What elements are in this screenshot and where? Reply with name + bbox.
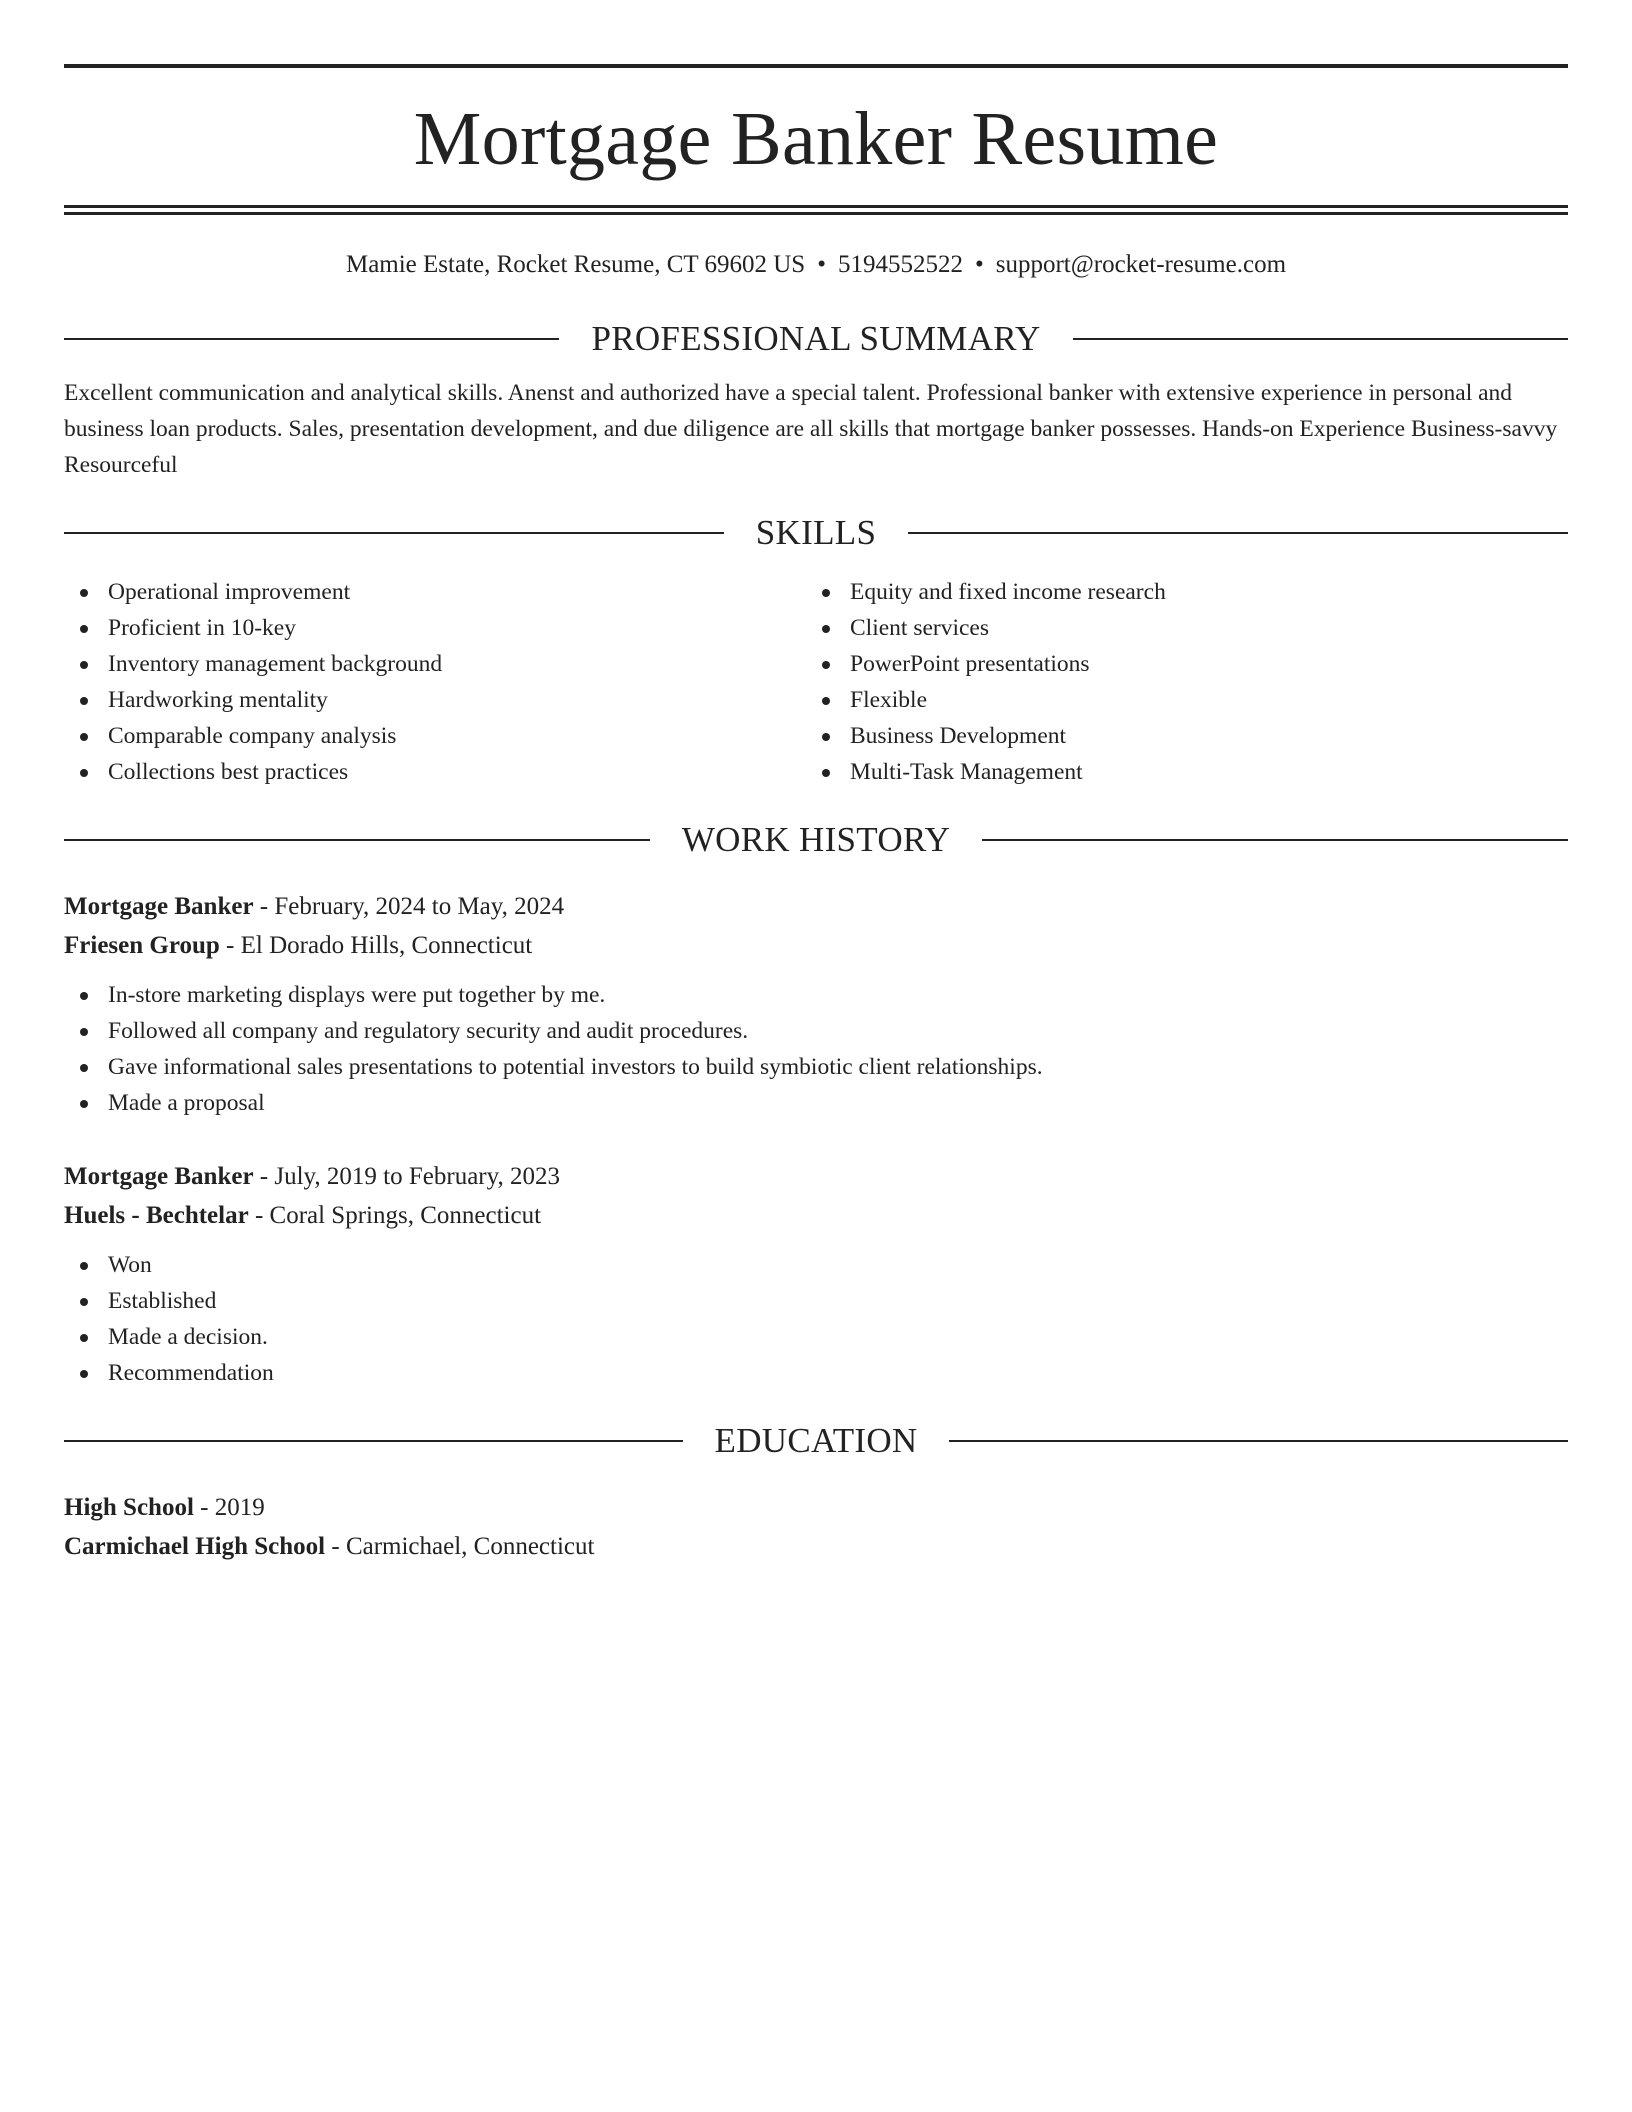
job-bullet	[64, 1247, 1568, 1283]
skill-item	[806, 718, 1548, 754]
job-entry	[64, 887, 1568, 1121]
bullet-dot-icon	[80, 1370, 88, 1378]
bullet-dot-icon	[822, 661, 830, 669]
education-section-heading	[64, 1421, 1568, 1461]
heading-rule-right	[949, 1440, 1568, 1442]
job-bullet-text: Recommendation	[108, 1360, 274, 1386]
education-school-line	[64, 1527, 1568, 1566]
summary-text: Excellent communication and analytical skills. Anenst and authorized have a special talent. Professional banker with extensive experience in personal and business loan products. Sales, presentation development, and due diligence are all skills that mortgage banker possesses. Hands-on Experience Business-savvy Resourceful	[64, 380, 1558, 478]
bullet-dot-icon	[80, 589, 88, 597]
skill-text: Inventory management background	[108, 651, 443, 677]
contact-address: Mamie Estate, Rocket Resume, CT 69602 US	[345, 251, 806, 278]
job-company-line	[64, 926, 1568, 965]
skill-text: Collections best practices	[108, 759, 349, 785]
top-rule	[64, 64, 1568, 68]
bullet-dot-icon	[822, 697, 830, 705]
skill-item	[64, 718, 806, 754]
skill-item	[806, 574, 1548, 610]
heading-rule-right	[1073, 338, 1568, 340]
job-company: Friesen Group	[64, 932, 220, 959]
bullet-dot-icon	[80, 733, 88, 741]
bullet-dot-icon	[80, 625, 88, 633]
job-bullet	[64, 1283, 1568, 1319]
skills-left-list	[64, 574, 806, 790]
job-bullet	[64, 977, 1568, 1013]
job-bullet-text: In-store marketing displays were put together by me.	[108, 982, 606, 1008]
job-entry	[64, 1157, 1568, 1391]
job-bullet-text: Followed all company and regulatory security and audit procedures.	[108, 1018, 749, 1044]
job-bullet	[64, 1355, 1568, 1391]
education-year: 2019	[214, 1494, 265, 1521]
bullet-dot-icon	[80, 697, 88, 705]
job-bullet	[64, 1085, 1568, 1121]
skill-text: Operational improvement	[108, 579, 351, 605]
dash-separator: -	[253, 893, 275, 920]
education-entry	[64, 1488, 1568, 1566]
skill-text: Multi-Task Management	[850, 759, 1083, 785]
skill-text: Hardworking mentality	[108, 687, 328, 713]
education-degree-line	[64, 1488, 1568, 1527]
job-dates: February, 2024 to May, 2024	[274, 893, 565, 920]
skill-item	[64, 646, 806, 682]
bullet-dot-icon	[822, 589, 830, 597]
heading-rule-left	[64, 1440, 683, 1442]
job-bullets	[64, 1247, 1568, 1391]
bullet-dot-icon	[80, 992, 88, 1000]
job-bullet-text: Made a proposal	[108, 1090, 265, 1116]
heading-rule-right	[982, 839, 1568, 841]
heading-rule-left	[64, 839, 650, 841]
job-location: El Dorado Hills, Connecticut	[240, 932, 533, 959]
contact-separator: •	[817, 251, 826, 278]
education-location: Carmichael, Connecticut	[345, 1533, 595, 1560]
bullet-dot-icon	[80, 1262, 88, 1270]
resume-title: Mortgage Banker Resume	[413, 97, 1219, 181]
bullet-dot-icon	[80, 1334, 88, 1342]
job-bullet-text: Made a decision.	[108, 1324, 268, 1350]
dash-separator: -	[325, 1533, 346, 1560]
job-title: Mortgage Banker	[64, 893, 254, 920]
contact-email: support@rocket-resume.com	[995, 251, 1287, 278]
skill-text: Client services	[850, 615, 990, 641]
skills-heading-label: SKILLS	[755, 513, 877, 552]
job-company: Huels - Bechtelar	[64, 1202, 249, 1229]
skill-item	[806, 646, 1548, 682]
bullet-dot-icon	[80, 1028, 88, 1036]
bullet-dot-icon	[80, 769, 88, 777]
skill-item	[64, 610, 806, 646]
contact-separator: •	[974, 251, 984, 278]
bullet-dot-icon	[80, 1100, 88, 1108]
bullet-dot-icon	[80, 1298, 88, 1306]
summary-section-heading	[64, 319, 1568, 359]
work-history-heading-label: WORK HISTORY	[681, 820, 951, 859]
skill-text: Flexible	[850, 687, 928, 713]
job-dates: July, 2019 to February, 2023	[274, 1163, 560, 1190]
skill-text: Comparable company analysis	[108, 723, 397, 749]
contact-line	[64, 250, 1568, 280]
skill-item	[64, 682, 806, 718]
contact-phone: 5194552522	[837, 251, 963, 278]
skills-columns	[64, 574, 1568, 790]
skill-text: PowerPoint presentations	[850, 651, 1090, 677]
job-bullets	[64, 977, 1568, 1121]
job-title: Mortgage Banker	[64, 1163, 254, 1190]
skills-right-list	[806, 574, 1548, 790]
skill-text: Business Development	[850, 723, 1067, 749]
education-degree: High School	[64, 1494, 194, 1521]
skills-section-heading	[64, 513, 1568, 553]
bullet-dot-icon	[80, 1064, 88, 1072]
bullet-dot-icon	[822, 625, 830, 633]
dash-separator: -	[193, 1494, 215, 1521]
job-bullet-text: Established	[108, 1288, 217, 1314]
summary-heading-label: PROFESSIONAL SUMMARY	[591, 319, 1041, 358]
resume-page	[64, 64, 1568, 1566]
dash-separator: -	[253, 1163, 275, 1190]
job-bullet-text: Gave informational sales presentations to potential investors to build symbiotic client relationships.	[108, 1054, 1043, 1080]
job-location: Coral Springs, Connecticut	[269, 1202, 542, 1229]
dash-separator: -	[248, 1202, 270, 1229]
skill-item	[806, 754, 1548, 790]
skill-item	[64, 754, 806, 790]
skill-item	[806, 610, 1548, 646]
education-heading-label: EDUCATION	[714, 1421, 918, 1460]
job-bullet	[64, 1319, 1568, 1355]
bullet-dot-icon	[822, 769, 830, 777]
bullet-dot-icon	[822, 733, 830, 741]
job-title-line	[64, 887, 1568, 926]
skill-item	[806, 682, 1548, 718]
title-double-rule	[64, 205, 1568, 215]
job-bullet	[64, 1013, 1568, 1049]
skill-text: Proficient in 10-key	[108, 615, 296, 641]
bullet-dot-icon	[80, 661, 88, 669]
education-school: Carmichael High School	[64, 1533, 326, 1560]
job-company-line	[64, 1196, 1568, 1235]
job-bullet-text: Won	[108, 1252, 152, 1278]
job-bullet	[64, 1049, 1568, 1085]
job-title-line	[64, 1157, 1568, 1196]
skill-item	[64, 574, 806, 610]
heading-rule-right	[908, 532, 1568, 534]
dash-separator: -	[219, 932, 241, 959]
work-history-section-heading	[64, 820, 1568, 860]
skill-text: Equity and fixed income research	[850, 579, 1166, 605]
heading-rule-left	[64, 532, 724, 534]
heading-rule-left	[64, 338, 559, 340]
